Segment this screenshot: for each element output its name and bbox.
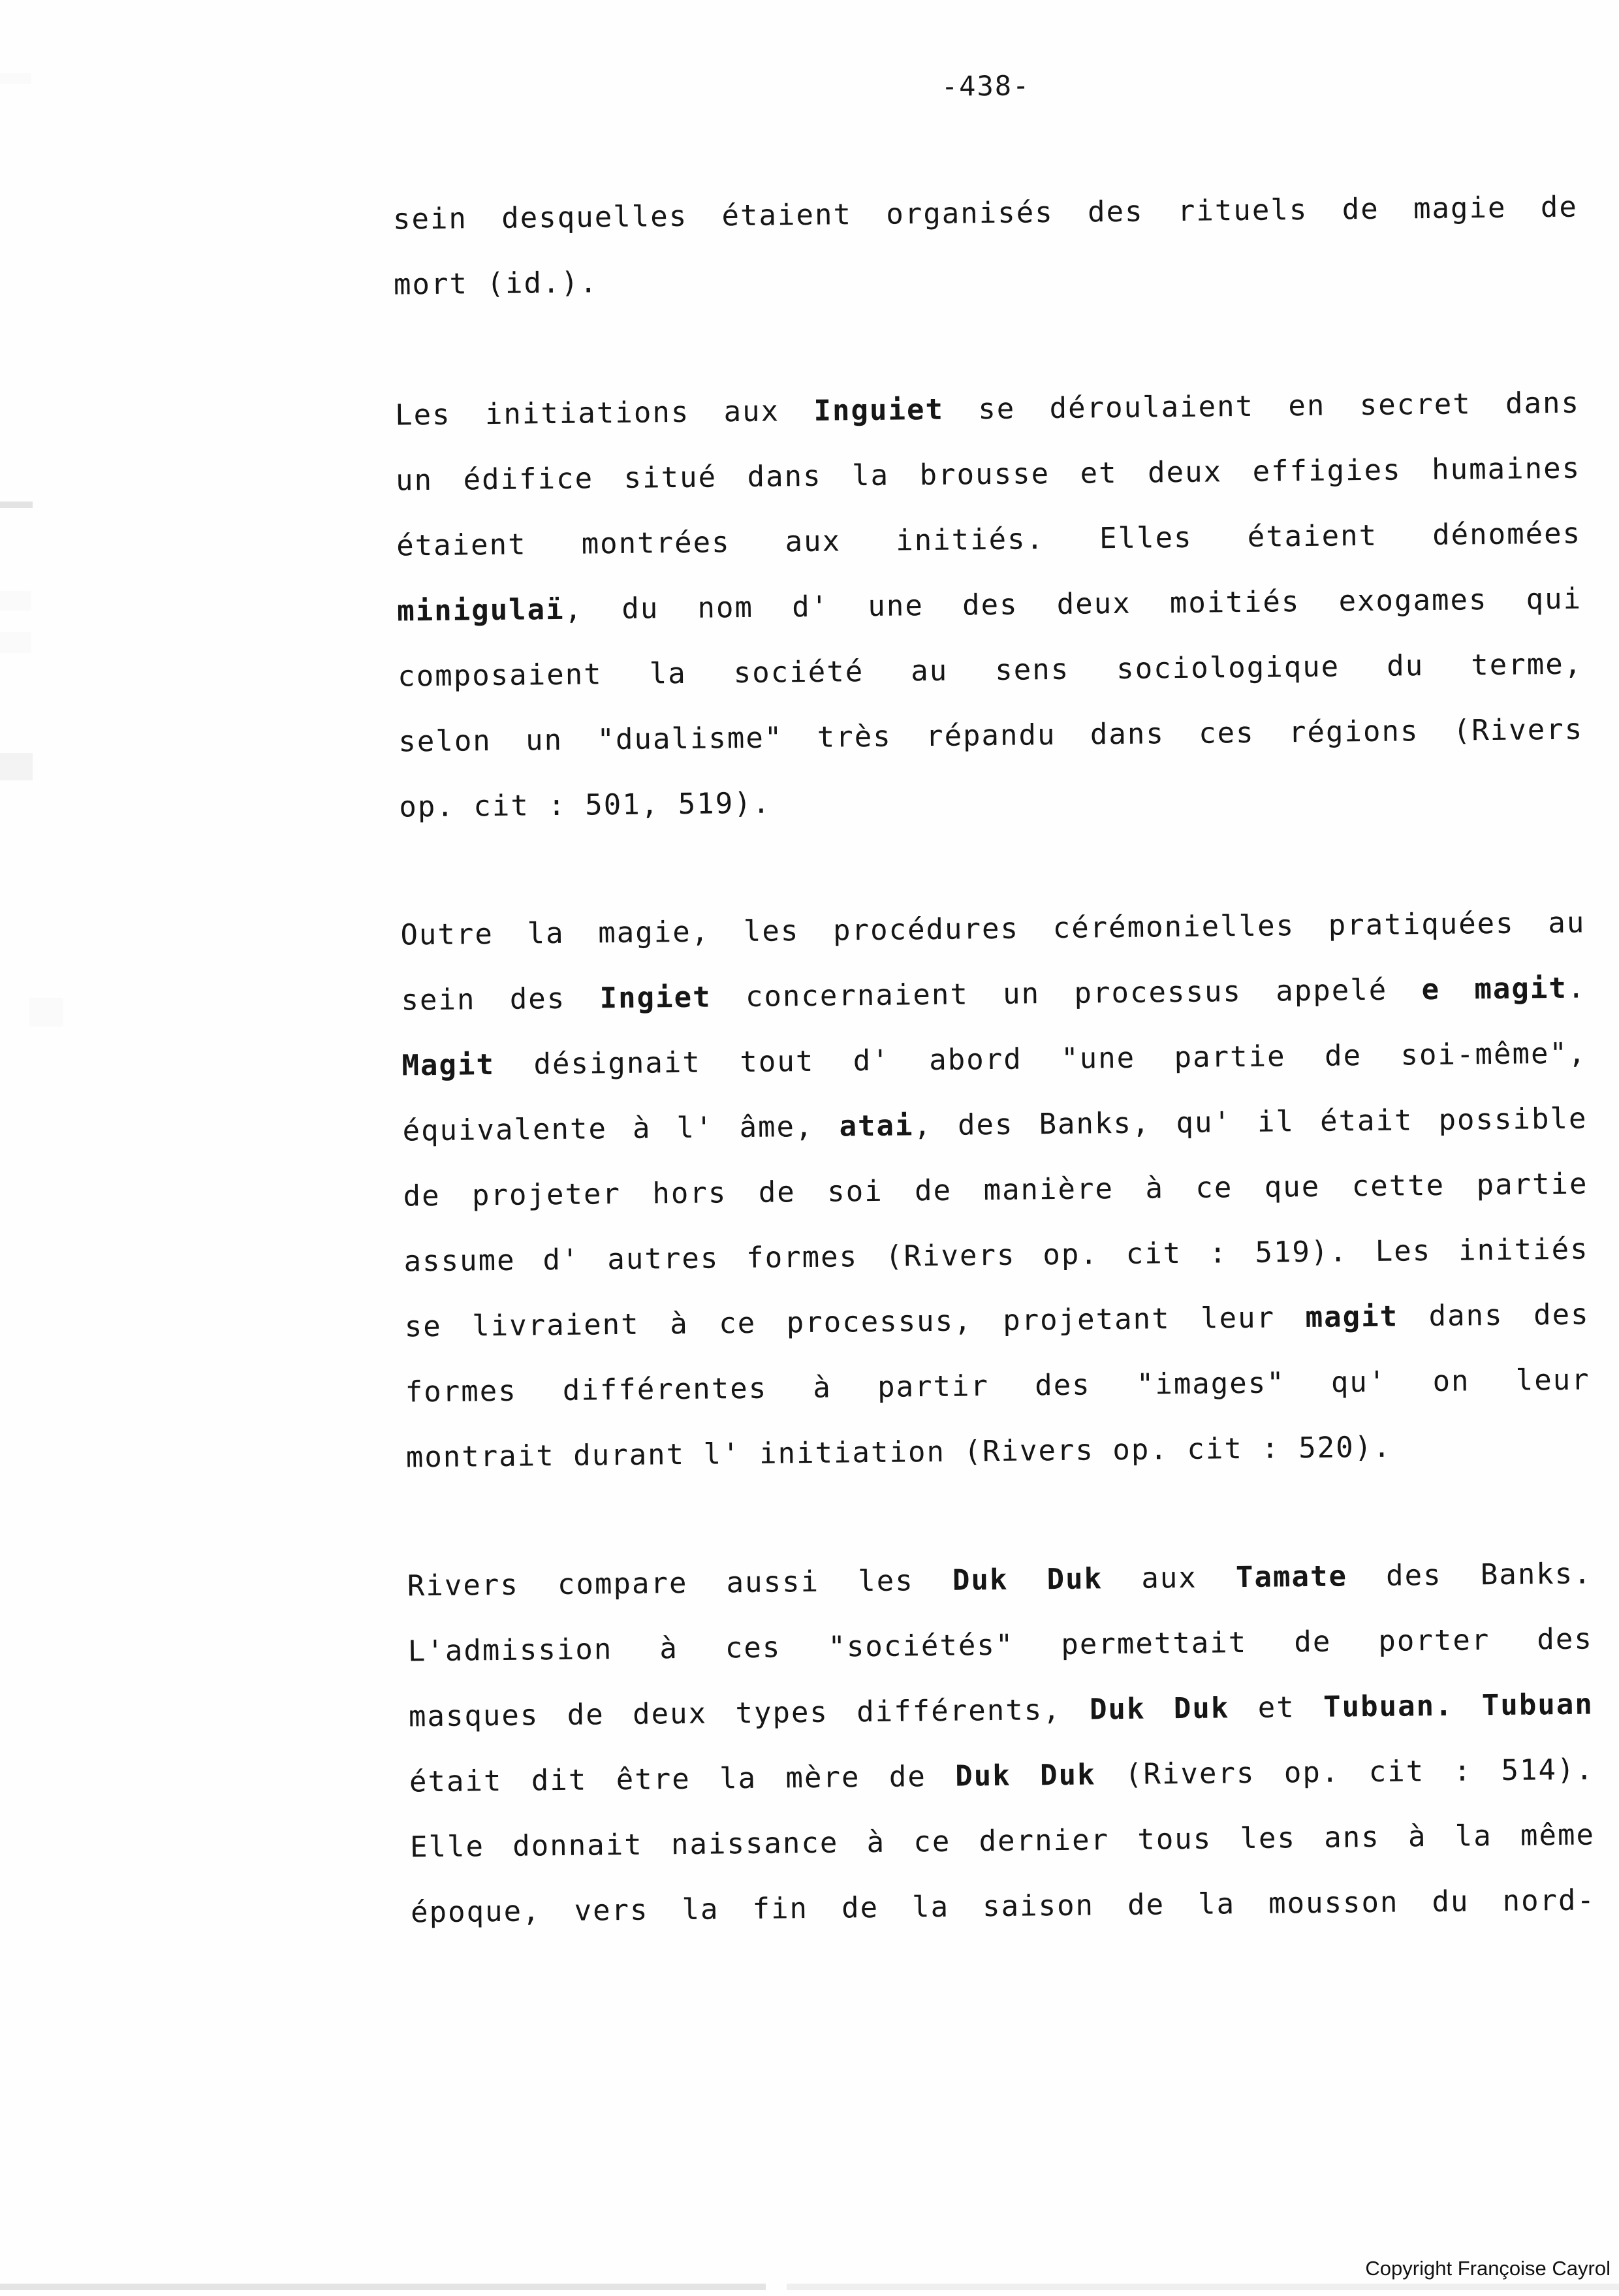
text-line: selon un "dualisme" très répandu dans ces régions (Rivers xyxy=(398,712,1584,759)
scanner-edge-strip xyxy=(787,2284,1619,2290)
text-line: époque, vers la fin de la saison de la mousson du nord- xyxy=(410,1883,1596,1930)
scan-smudge xyxy=(0,73,31,84)
text-line: Les initiations aux Inguiet se déroulaient en secret dans xyxy=(394,386,1580,432)
text-line: montrait durant l' initiation (Rivers op. cit : 520). xyxy=(405,1430,1392,1475)
text-line: était dit être la mère de Duk Duk (Rivers op. cit : 514). xyxy=(409,1753,1595,1799)
text-line: sein des Ingiet concernaient un processus appelé e magit. xyxy=(401,971,1586,1017)
text-line: L'admission à ces "sociétés" permettait de porter des xyxy=(407,1622,1594,1668)
scan-smudge xyxy=(0,632,31,653)
scan-smudge xyxy=(0,502,33,508)
text-line: se livraient à ce processus, projetant leur magit dans des xyxy=(404,1298,1590,1344)
text-line: un édifice situé dans la brousse et deux effigies humaines xyxy=(395,451,1581,498)
paragraph xyxy=(395,371,1584,840)
text-line: masques de deux types différents, Duk Duk et Tubuan. Tubuan xyxy=(408,1687,1594,1734)
paragraph xyxy=(392,175,1579,318)
text-line: assume d' autres formes (Rivers op. cit : 519). Les initiés xyxy=(403,1232,1589,1279)
text-line: de projeter hors de soi de manière à ce que cette partie xyxy=(403,1167,1588,1213)
copyright-watermark: Copyright Françoise Cayrol xyxy=(1365,2257,1611,2280)
scan-smudge xyxy=(29,998,63,1027)
text-line: étaient montrées aux initiés. Elles étaient dénomées xyxy=(396,517,1582,563)
scanner-edge-strip xyxy=(0,2284,766,2290)
text-line: op. cit : 501, 519). xyxy=(399,786,772,824)
text-line: mort (id.). xyxy=(393,266,599,302)
typewritten-text xyxy=(391,0,1600,2296)
text-line: Rivers compare aussi les Duk Duk aux Tamate des Banks. xyxy=(407,1557,1593,1603)
scan-smudge xyxy=(0,591,31,611)
text-line: équivalente à l' âme, atai, des Banks, qu' il était possible xyxy=(402,1102,1588,1148)
text-line: formes différentes à partir des "images" qu' on leur xyxy=(405,1363,1590,1409)
text-line: composaient la société au sens sociologique du terme, xyxy=(398,647,1583,694)
scan-smudge xyxy=(0,753,33,780)
paragraph xyxy=(407,1541,1595,1945)
text-line: Outre la magie, les procédures cérémonielles pratiquées au xyxy=(400,906,1586,952)
text-line: Magit désignait tout d' abord "une partie de soi-même", xyxy=(401,1036,1587,1083)
page-number: -438- xyxy=(941,69,1031,103)
text-line: minigulaï, du nom d' une des deux moitiés exogames qui xyxy=(396,582,1582,628)
text-line: sein desquelles étaient organisés des rituels de magie de xyxy=(392,190,1579,236)
paragraph xyxy=(400,891,1591,1491)
text-line: Elle donnait naissance à ce dernier tous les ans à la même xyxy=(409,1818,1595,1864)
